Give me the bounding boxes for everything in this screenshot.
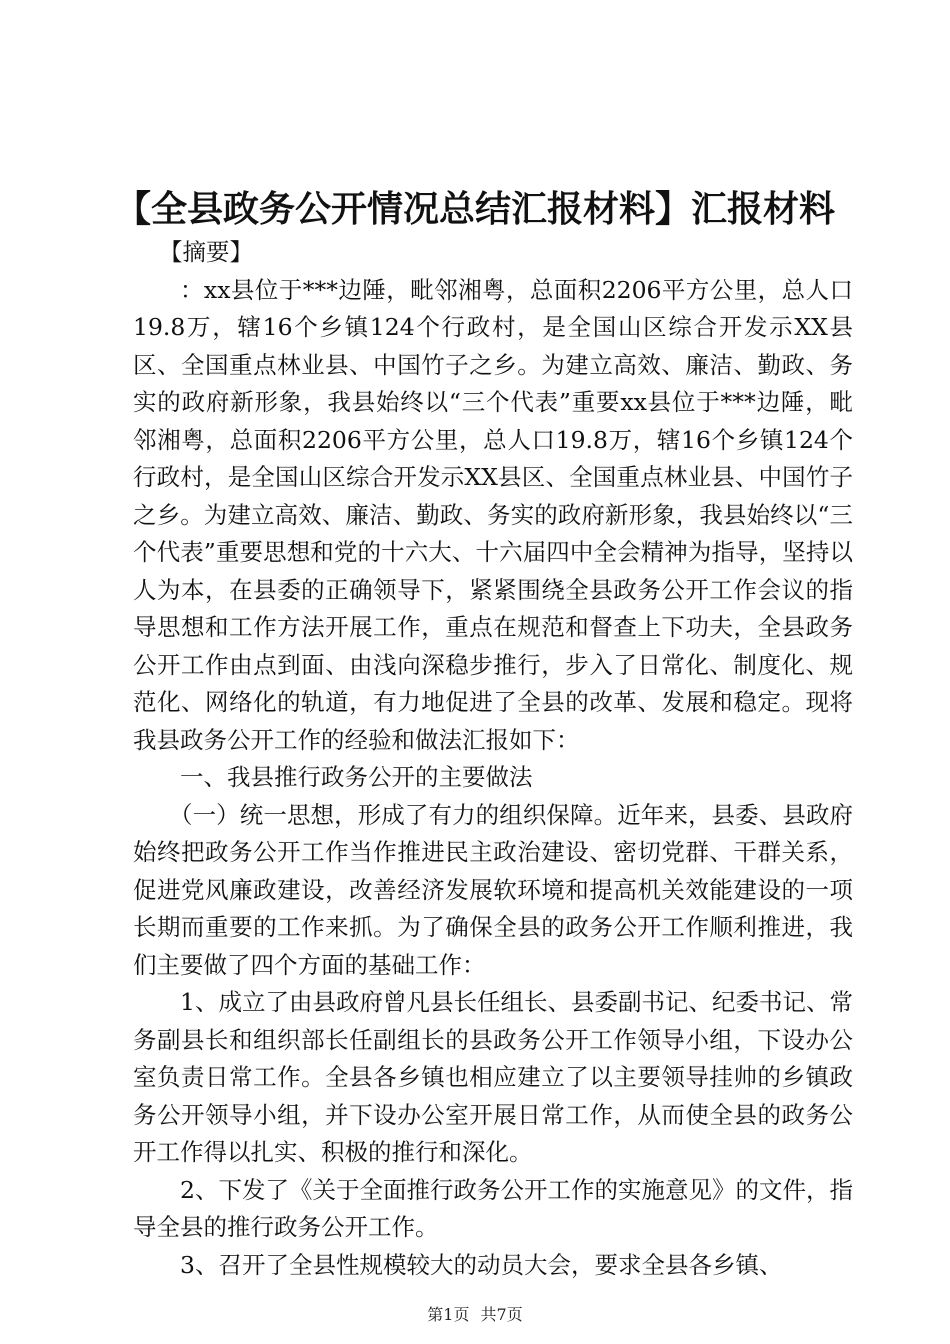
subsection-paragraph-1: （一）统一思想，形成了有力的组织保障。近年来，县委、县政府始终把政务公开工作当作推进民主政治建设、密切党群、干群关系，促进党风廉政建设，改善经济发展软环境和提高机关效能建设的一项长期而重要的工作来抓。为了确保全县的政务公开工作顺利推进，我们主要做了四个方面的基础工作： bbox=[133, 800, 853, 979]
document-body bbox=[133, 234, 853, 1284]
page-total: 共7页 bbox=[480, 1305, 523, 1324]
section-heading-1: 一、我县推行政务公开的主要做法 bbox=[180, 763, 533, 791]
abstract-paragraph: ：xx县位于***边陲，毗邻湘粤，总面积2206平方公里，总人口19.8万，辖16个乡镇124个行政村，是全国山区综合开发示XX县区、全国重点林业县、中国竹子之乡。为建立高效、廉洁、勤政、务实的政府新形象，我县始终以“三个代表”重要xx县位于***边陲，毗邻湘粤，总面积2206平方公里，总人口19.8万，辖16个乡镇124个行政村，是全国山区综合开发示XX县区、全国重点林业县、中国竹子之乡。为建立高效、廉洁、勤政、务实的政府新形象，我县始终以“三个代表”重要思想和党的十六大、十六届四中全会精神为指导，坚持以人为本，在县委的正确领导下，紧紧围绕全县政务公开工作会议的指导思想和工作方法开展工作，重点在规范和督查上下功夫，全县政务公开工作由点到面、由浅向深稳步推行，步入了日常化、制度化、规范化、网络化的轨道，有力地促进了全县的改革、发展和稳定。现将我县政务公开工作的经验和做法汇报如下： bbox=[133, 275, 853, 754]
list-item-2: 2、下发了《关于全面推行政务公开工作的实施意见》的文件，指导全县的推行政务公开工作。 bbox=[133, 1175, 853, 1241]
abstract-label: 【摘要】 bbox=[159, 238, 253, 266]
page-footer bbox=[0, 1305, 950, 1325]
list-item-1: 1、成立了由县政府曾凡县长任组长、县委副书记、纪委书记、常务副县长和组织部长任副组长的县政务公开工作领导小组，下设办公室负责日常工作。全县各乡镇也相应建立了以主要领导挂帅的乡镇政务公开领导小组，并下设办公室开展日常工作，从而使全县的政务公开工作得以扎实、积极的推行和深化。 bbox=[133, 988, 853, 1166]
page-number: 第1页 bbox=[427, 1305, 470, 1324]
document-title: 【全县政务公开情况总结汇报材料】汇报材料 bbox=[114, 188, 835, 230]
list-item-3: 3、召开了全县性规模较大的动员大会，要求全县各乡镇、 bbox=[180, 1250, 783, 1279]
